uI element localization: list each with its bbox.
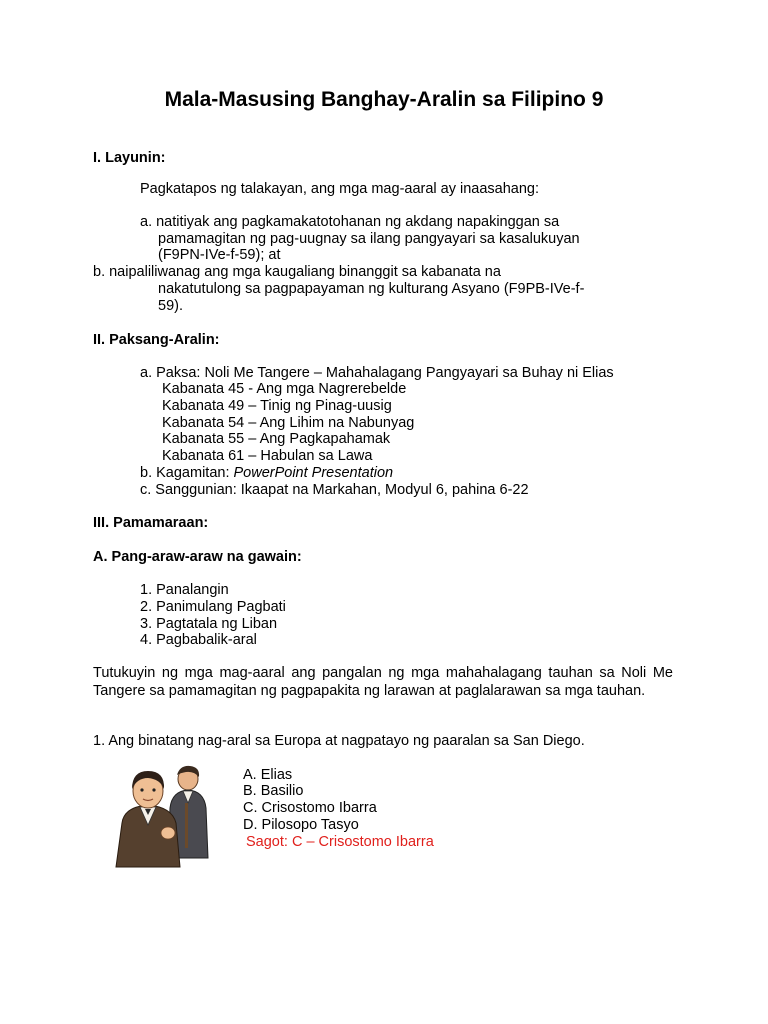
gawain-item: 3. Pagtatala ng Liban (140, 616, 278, 632)
kagamitan-label: b. Kagamitan: (140, 465, 234, 481)
section-heading-paksang-aralin: II. Paksang-Aralin: (93, 332, 220, 348)
section-heading-layunin: I. Layunin: (93, 150, 166, 166)
layunin-b-line-3: 59). (158, 298, 183, 314)
subsection-heading-gawain: A. Pang-araw-araw na gawain: (93, 549, 302, 565)
answer-text: Sagot: C – Crisostomo Ibarra (246, 834, 434, 850)
kabanata-item: Kabanata 54 – Ang Lihim na Nabunyag (162, 415, 415, 431)
layunin-b-line-1: b. naipaliliwanag ang mga kaugaliang binanggit sa kabanata na (93, 264, 501, 280)
kabanata-item: Kabanata 61 – Habulan sa Lawa (162, 448, 373, 464)
layunin-a-line-3: (F9PN-IVe-f-59); at (158, 247, 281, 263)
sanggunian-line: c. Sanggunian: Ikaapat na Markahan, Modyul 6, pahina 6-22 (140, 482, 529, 498)
activity-paragraph: Tutukuyin ng mga mag-aaral ang pangalan ng mga mahahalagang tauhan sa Noli Me Tangere sa pamamagitan ng pagpapakita ng larawan at paglalarawan sa mga tauhan. (93, 665, 673, 699)
layunin-a-line-1: a. natitiyak ang pagkamakatotohanan ng akdang napakinggan sa (140, 214, 560, 230)
paksa-line: a. Paksa: Noli Me Tangere – Mahahalagang Pangyayari sa Buhay ni Elias (140, 365, 614, 381)
kabanata-item: Kabanata 45 - Ang mga Nagrerebelde (162, 381, 407, 397)
layunin-b-line-2: nakatutulong sa pagpapayaman ng kulturang Asyano (F9PB-IVe-f- (158, 281, 585, 297)
kagamitan-value: PowerPoint Presentation (233, 465, 394, 481)
question-1: 1. Ang binatang nag-aral sa Europa at nagpatayo ng paaralan sa San Diego. (93, 733, 585, 749)
choice-c: C. Crisostomo Ibarra (243, 800, 377, 816)
choice-a: A. Elias (243, 767, 293, 783)
ibarra-clipart-illustration (110, 763, 220, 868)
gawain-item: 4. Pagbabalik-aral (140, 632, 257, 648)
choice-b: B. Basilio (243, 783, 304, 799)
section-heading-pamamaraan: III. Pamamaraan: (93, 515, 209, 531)
kabanata-item: Kabanata 49 – Tinig ng Pinag-uusig (162, 398, 392, 414)
foreground-figure (116, 771, 180, 867)
layunin-a-line-2: pamamagitan ng pag-uugnay sa ilang pangyayari sa kasalukuyan (158, 231, 580, 247)
page-title: Mala-Masusing Banghay-Aralin sa Filipino 9 (164, 88, 604, 111)
gawain-item: 1. Panalangin (140, 582, 229, 598)
kagamitan-line (140, 465, 393, 482)
kabanata-item: Kabanata 55 – Ang Pagkapahamak (162, 431, 391, 447)
choice-d: D. Pilosopo Tasyo (243, 817, 359, 833)
gawain-item: 2. Panimulang Pagbati (140, 599, 286, 615)
layunin-intro: Pagkatapos ng talakayan, ang mga mag-aaral ay inaasahang: (140, 181, 540, 197)
